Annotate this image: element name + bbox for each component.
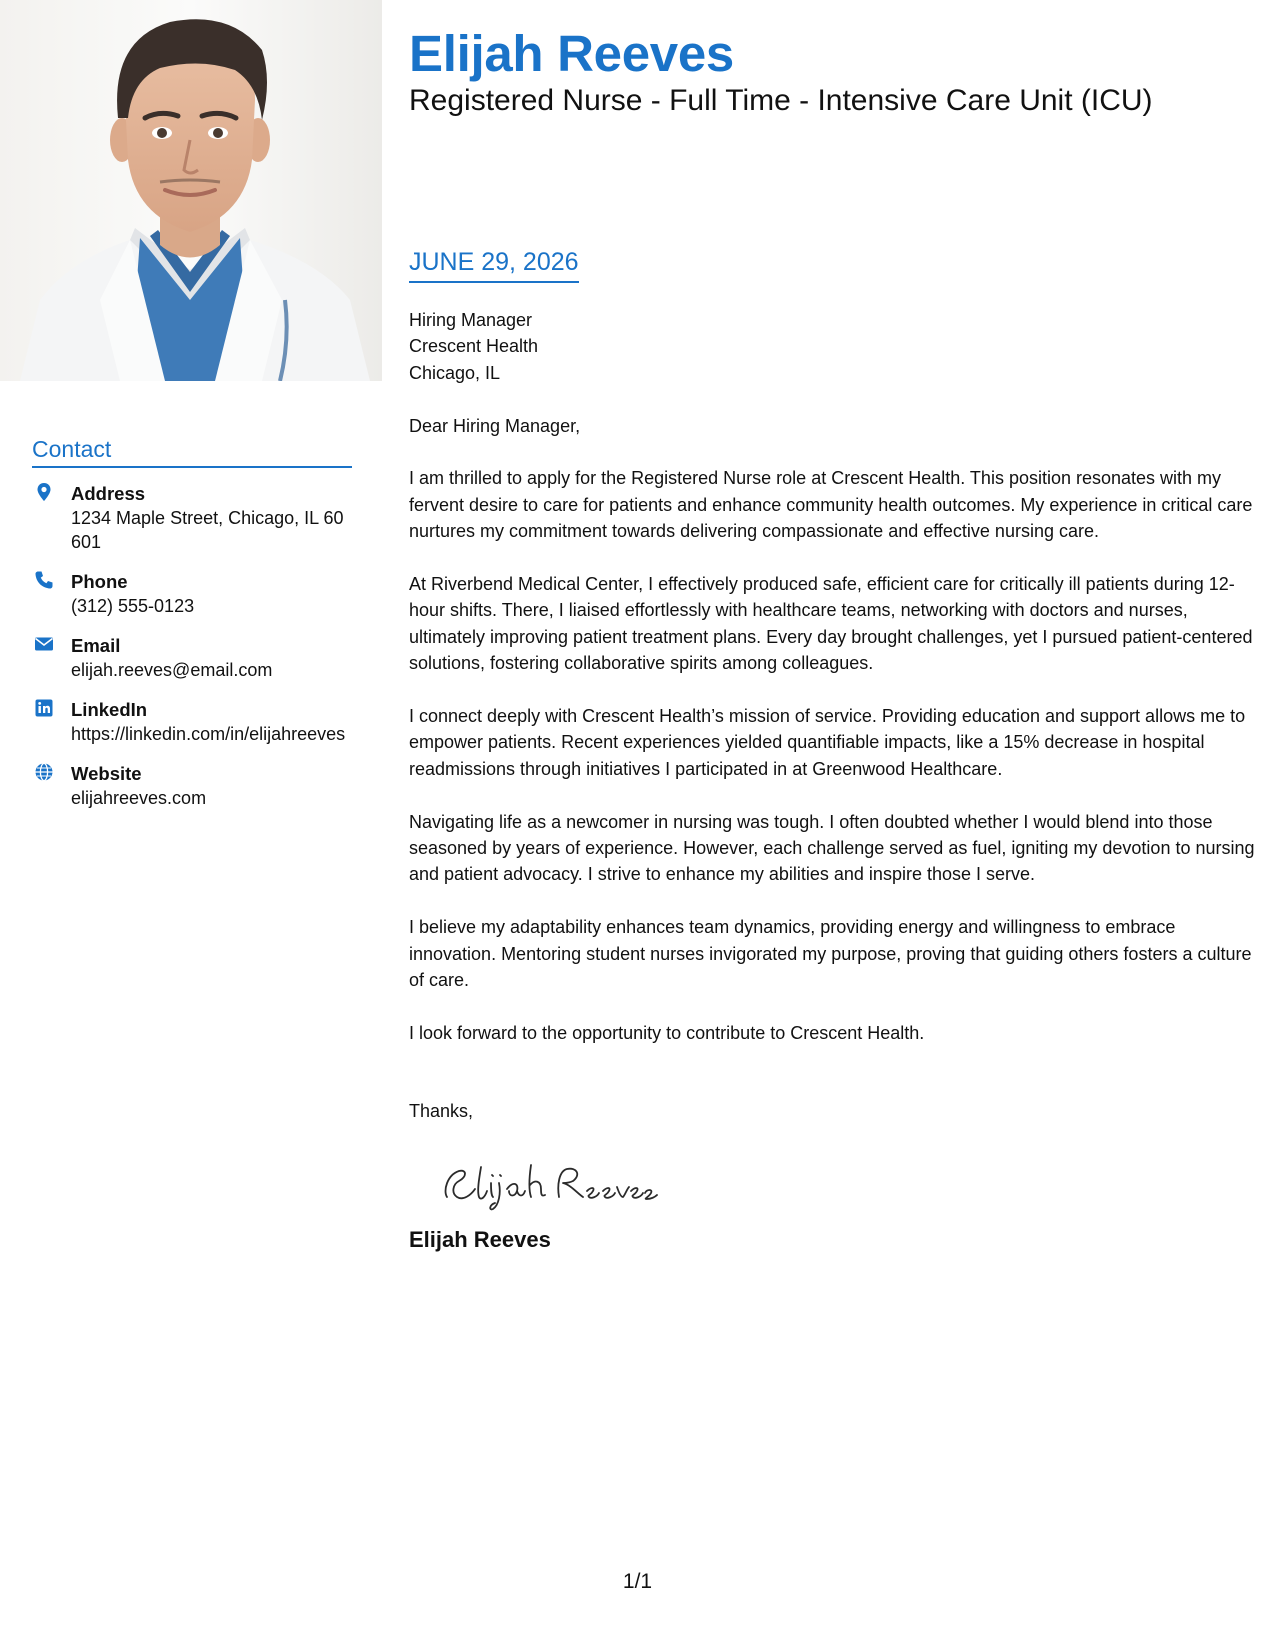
page-number: 1/1 xyxy=(622,1570,653,1593)
globe-icon xyxy=(34,762,54,782)
contact-item-website xyxy=(32,762,352,810)
contact-item-address xyxy=(32,482,352,554)
contact-sidebar xyxy=(32,436,352,826)
letter-date: JUNE 29, 2026 xyxy=(409,248,579,283)
body-paragraph: I look forward to the opportunity to contribute to Crescent Health. xyxy=(409,1022,925,1043)
contact-label: Website xyxy=(71,763,142,784)
contact-item-linkedin xyxy=(32,698,352,746)
envelope-icon xyxy=(34,634,54,654)
contact-label: Phone xyxy=(71,571,128,592)
portrait-illustration xyxy=(0,0,382,381)
recipient-title: Hiring Manager xyxy=(409,310,533,330)
body-paragraph: Navigating life as a newcomer in nursing was tough. I often doubted whether I would blend into those seasoned by years of experience. However, each challenge served as fuel, igniting my devotion to nursing and patient advocacy. I strive to enhance my abilities and inspire those I serve. xyxy=(409,811,1255,885)
applicant-name: Elijah Reeves xyxy=(409,25,734,82)
closing: Thanks, xyxy=(409,1101,474,1122)
contact-label: Address xyxy=(71,483,146,504)
recipient-location: Chicago, IL xyxy=(409,362,501,383)
recipient-block xyxy=(409,307,1255,386)
address-value: 1234 Maple Street, Chicago, IL 60601 xyxy=(71,508,344,552)
letter-body xyxy=(409,307,1255,1253)
recipient-company: Crescent Health xyxy=(409,336,539,357)
email-value[interactable]: elijah.reeves@email.com xyxy=(71,660,273,680)
body-paragraph: At Riverbend Medical Center, I effectively produced safe, efficient care for critically ill patients during 12-hour shifts. There, I liaised effortlessly with healthcare teams, networking with doctors and nurses, ultimately improving patient treatment plans. Every day brought challenges, yet I pursued patient-centered solutions, fostering collaborative spirits among colleagues. xyxy=(409,574,1253,674)
phone-icon xyxy=(34,570,54,590)
contact-list xyxy=(32,482,352,810)
date-block xyxy=(409,248,579,283)
body-paragraph: I connect deeply with Crescent Health’s mission of service. Providing education and support allows me to empower patients. Recent experiences yielded quantifiable impacts, like a 15% decrease in hospital readmissions through initiatives I participated in at Greenwood Healthcare. xyxy=(409,706,1246,779)
website-value[interactable]: elijahreeves.com xyxy=(71,788,207,808)
contact-item-phone xyxy=(32,570,352,618)
map-pin-icon xyxy=(34,482,54,502)
contact-label: Email xyxy=(71,635,121,656)
profile-photo xyxy=(0,0,382,381)
phone-value: (312) 555-0123 xyxy=(71,596,195,616)
body-paragraph: I am thrilled to apply for the Registered Nurse role at Crescent Health. This position resonates with my fervent desire to care for patients and enhance community health outcomes. My experience in critical care nurtures my commitment towards delivering compassionate and effective nursing care. xyxy=(409,468,1253,542)
signature-graphic xyxy=(441,1153,661,1213)
linkedin-icon xyxy=(34,698,54,718)
letter-header xyxy=(409,24,1255,120)
contact-label: LinkedIn xyxy=(71,699,148,720)
body-paragraph: I believe my adaptability enhances team dynamics, providing energy and willingness to embrace innovation. Mentoring student nurses invigorated my purpose, proving that guiding others fosters a culture of care. xyxy=(409,917,1252,991)
signer-name: Elijah Reeves xyxy=(409,1226,551,1252)
handwritten-signature xyxy=(441,1153,1255,1213)
salutation: Dear Hiring Manager, xyxy=(409,415,581,436)
job-title: Registered Nurse - Full Time - Intensive Care Unit (ICU) xyxy=(409,84,1153,117)
contact-item-email xyxy=(32,634,352,682)
contact-heading: Contact xyxy=(32,436,352,468)
linkedin-value[interactable]: https://linkedin.com/in/elijahreeves xyxy=(71,724,346,744)
